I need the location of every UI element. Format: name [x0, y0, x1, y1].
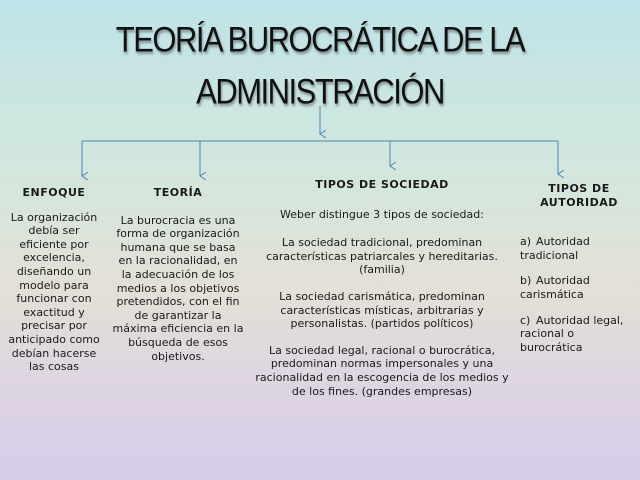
- column-tipos-sociedad: [252, 178, 512, 398]
- enfoque-heading: ENFOQUE: [22, 186, 86, 199]
- title-line-2: ADMINISTRACIÓN: [196, 71, 444, 112]
- enfoque-text: La organización debía ser eficiente por excelencia, diseñando un modelo para funcionar con exactitud y precisar por anticipado como debían hacerse las cosas: [8, 210, 100, 374]
- autoridad-item-label: c): [520, 313, 531, 327]
- autoridad-item: [520, 235, 638, 262]
- autoridad-item: [520, 314, 638, 355]
- column-teoria: [112, 186, 244, 363]
- column-tipos-autoridad: [520, 182, 638, 366]
- autoridad-heading: TIPOS DE AUTORIDAD: [540, 182, 618, 209]
- title-line-1: TEORÍA BUROCRÁTICA DE LA: [115, 19, 525, 60]
- autoridad-list: [520, 235, 638, 354]
- autoridad-item-text: Autoridad legal, racional o burocrática: [520, 313, 624, 354]
- sociedad-tradicional: La sociedad tradicional, predominan características patriarcales y hereditarias. (familia): [266, 236, 498, 277]
- autoridad-item-label: b): [520, 274, 532, 288]
- teoria-heading: TEORÍA: [153, 186, 203, 199]
- autoridad-item: [520, 274, 638, 301]
- autoridad-item-text: Autoridad tradicional: [520, 235, 590, 262]
- sociedad-legal: La sociedad legal, racional o burocrática, predominan normas impersonales y una racionalidad en la escogencia de los medios y de los fines. (grandes empresas): [255, 343, 509, 398]
- sociedad-heading: TIPOS DE SOCIEDAD: [315, 178, 449, 191]
- autoridad-item-text: Autoridad carismática: [520, 274, 590, 301]
- sociedad-carismatica: La sociedad carismática, predominan características místicas, arbitrarias y personalistas. (partidos políticos): [279, 289, 485, 331]
- teoria-text: La burocracia es una forma de organización humana que se basa en la racionalidad, en la adecuación de los medios a los objetivos pretendidos, con el fin de garantizar la máxima eficiencia en la búsqueda de esos objetivos.: [112, 213, 244, 363]
- sociedad-intro: Weber distingue 3 tipos de sociedad:: [280, 207, 484, 221]
- column-enfoque: [4, 186, 104, 374]
- autoridad-item-label: a): [520, 235, 532, 249]
